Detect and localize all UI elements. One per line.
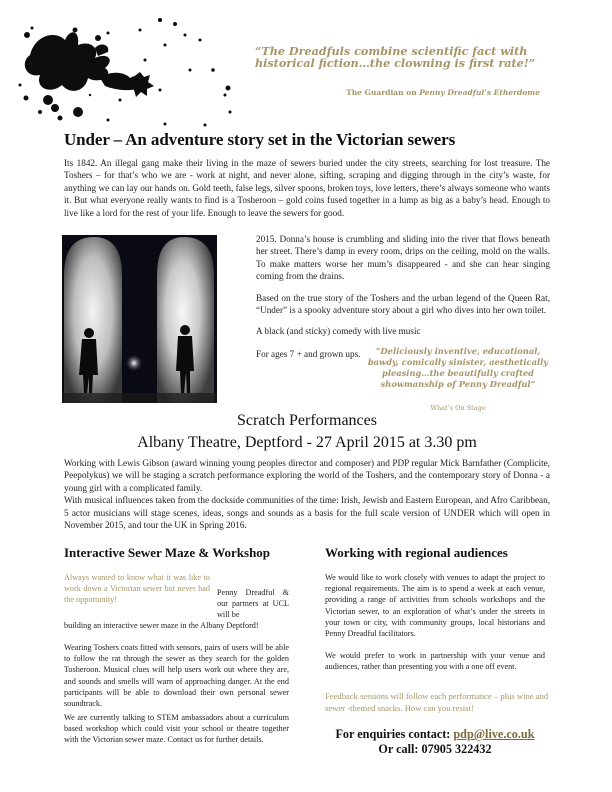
- header-quote-source-prefix: The Guardian on: [346, 88, 420, 97]
- story-paragraph: 2015. Donna’s house is crumbling and sliding into the river that flows beneath her street. There’s damp in every room, drips on the ceiling, mold on the walls. To make matters worse her mum’s disappeared - and she can hear singing coming from the drains.: [256, 234, 550, 282]
- regional-audiences-heading: Working with regional audiences: [325, 545, 508, 560]
- regional-paragraph: We would prefer to work in partnership with your venue and audiences, rather than presenting you with a one off event.: [325, 651, 545, 672]
- contact-label: For enquiries contact:: [335, 727, 454, 741]
- maze-partners-text: Penny Dreadful & our partners at UCL will be: [217, 588, 289, 620]
- header-quote: “The Dreadfuls combine scientific fact with historical fiction…the clowning is first rate!”: [255, 44, 536, 70]
- contact-block: [325, 727, 545, 757]
- maze-building-text: building an interactive sewer maze in the Albany Deptford!: [64, 621, 259, 630]
- maze-workshop-heading: Interactive Sewer Maze & Workshop: [64, 545, 271, 560]
- header-quote-source: [300, 88, 540, 97]
- sewer-tunnels-image: [62, 235, 217, 403]
- maze-sensors-paragraph: Wearing Toshers coats fitted with sensors, pairs of users will be able to follow the rat through the sewer as they search for the golden Tosheroon. Musical clues will help users work out where they are, and sounds and smells will warn of approaching danger. At the end participants will be able to download their own personal sewer soundtrack.: [64, 643, 289, 709]
- ages-text: For ages 7 + and grown ups.: [256, 349, 361, 359]
- contact-email-link[interactable]: pdp@live.co.uk: [453, 727, 535, 741]
- story-text: [256, 233, 550, 347]
- maze-callout: Always wanted to know what it was like to work down a Victorian sewer but never had the opportunity!: [64, 573, 210, 604]
- feedback-callout: Feedback sessions will follow each performance – plus wine and sewer -themed snacks. How can you resist!: [325, 691, 549, 713]
- regional-paragraph: We would like to work closely with venues to adapt the project to regional requirements. The aim is to spend a week at each venue, providing a range of activities from schools workshops and the Victorian sewer, to an exploration of what’s under the streets in your town or city, with community groups, local historians and Penny Dreadful facilitators.: [325, 573, 545, 639]
- scratch-description: [64, 457, 550, 531]
- story-paragraph: A black (and sticky) comedy with live music: [256, 326, 421, 337]
- header-quote-source-title: Penny Dreadful’s Etherdome: [419, 88, 540, 97]
- scratch-venue-date: Albany Theatre, Deptford - 27 April 2015 at 3.30 pm: [137, 434, 477, 451]
- maze-stem-paragraph: We are currently talking to STEM ambassadors about a curriculum based workshop which could visit your school or theatre together with the Victorian sewer maze. Contact us for further details.: [64, 713, 289, 745]
- scratch-performances-heading: Scratch Performances: [237, 412, 377, 429]
- story-paragraph: Based on the true story of the Toshers and the urban legend of the Queen Rat, “Under” is a spooky adventure story about a girl who dives into her own toilet.: [256, 292, 550, 316]
- scratch-paragraph: With musical influences taken from the dockside communities of the time: Irish, Jewish and Eastern European, and Afro Caribbean, 5 actor musicians will stage scenes, ideas, songs and sounds as a basis for the full scale version of UNDER which will open in November 2015, and tour the UK in Spring 2016.: [64, 495, 550, 531]
- contact-email-line: [325, 727, 545, 742]
- intro-paragraph: Its 1842. An illegal gang make their living in the maze of sewers buried under the city streets, searching for lost treasure. The Toshers – for that’s who we are - work at night, and never alone, sifting, scraping and digging through in the city’s waste, for anything we can lay our hands on. Gold teeth, false legs, silver spoons, broken toys, love letters, there’s always someone who wants it. But what everyone really wants to find is a Tosheroon – gold coins fused together in a lump as big as a baby’s head. Enough to live like a lord for the rest of your life. Enough to leave the sewers for good.: [64, 158, 550, 218]
- review-quote-source: What’s On Stage: [430, 404, 486, 412]
- scratch-paragraph: Working with Lewis Gibson (award winning young peoples director and composer) and PDP regular Mick Barnfather (Complicite, Peepolykus) we will be staging a scratch performance exploring the world of the Toshers, and the contemporary story of Donna - a young girl with a complicated family.: [64, 458, 550, 493]
- review-quote: “Deliciously inventive, educational, bawdy, comically sinister, aesthetically pleasing…the beautifully crafted showmanship of Penny Dreadful”: [367, 346, 549, 389]
- page-title: Under – An adventure story set in the Victorian sewers: [64, 130, 456, 149]
- contact-phone: Or call: 07905 322432: [378, 742, 492, 756]
